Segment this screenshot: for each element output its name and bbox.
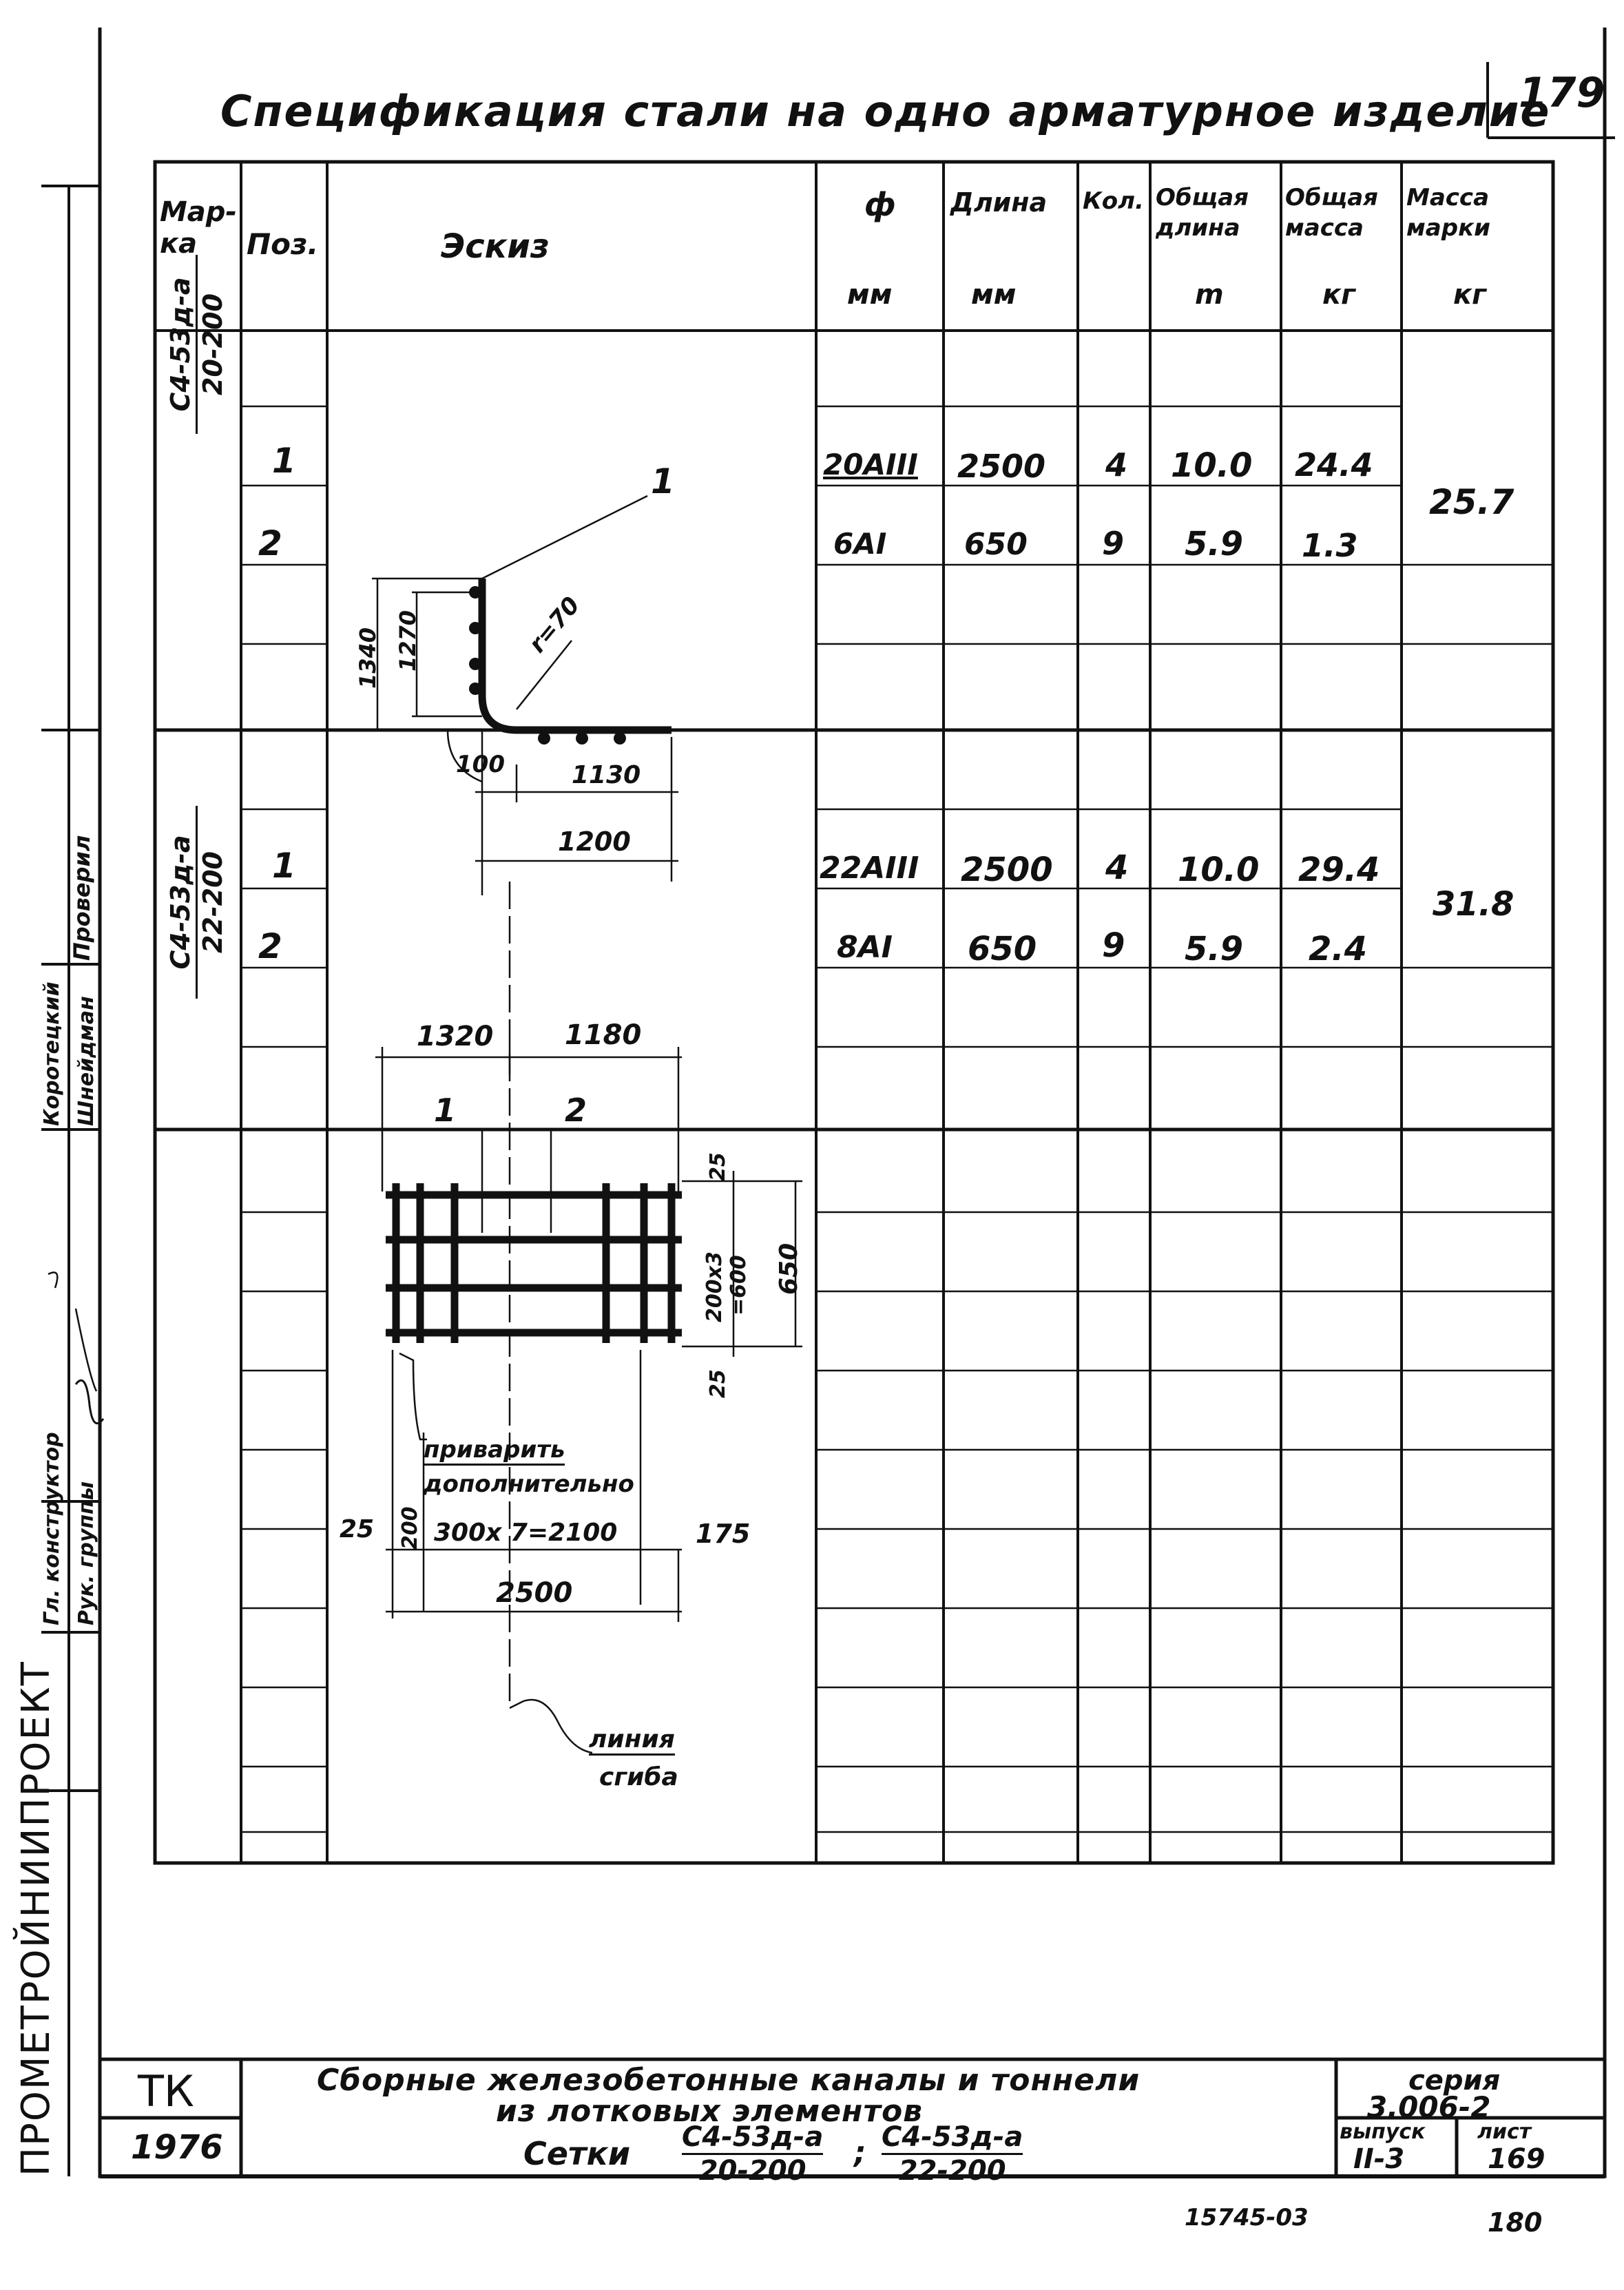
sketch-dim-1130: 1130 <box>572 761 641 789</box>
group1-row1-total-length: 10.0 <box>1171 446 1253 485</box>
group2-row1-length: 2500 <box>961 851 1053 889</box>
sketch-dim-1320: 1320 <box>417 1021 494 1052</box>
group1-row1-count: 4 <box>1105 446 1128 483</box>
header-length-unit: мм <box>971 279 1017 311</box>
stamp-year: 1976 <box>131 2128 223 2167</box>
sketch-dim-1180: 1180 <box>565 1019 642 1051</box>
group2-mark-mass: 31.8 <box>1433 885 1514 924</box>
side-role1: Гл. конструктор <box>40 1432 64 1625</box>
group2-row2-length: 650 <box>968 930 1037 968</box>
stamp-item-a <box>682 2121 823 2187</box>
stamp-title-line1: Сборные железобетонные каналы и тоннели <box>317 2063 1141 2098</box>
group2-row2-count: 9 <box>1102 926 1125 965</box>
side-org: ПРОМЕТРОЙНИИПРОЕКТ <box>14 1661 59 2176</box>
stamp-sheet-value: 169 <box>1488 2143 1545 2175</box>
sketch-bend-line-1: линия <box>589 1725 675 1756</box>
header-mark-mass-unit: кг <box>1453 279 1487 311</box>
side-role2: Рук. группы <box>74 1481 98 1625</box>
sketch-note-weld-2: дополнительно <box>424 1470 634 1498</box>
group2-row2-phi: 8АI <box>837 930 893 965</box>
bent-bar-sketch <box>372 496 678 895</box>
group2-row2-poz: 2 <box>258 926 282 966</box>
group1-row2-phi: 6АI <box>833 527 887 561</box>
header-count: Кол. <box>1083 187 1144 215</box>
stamp-item-b <box>882 2121 1023 2187</box>
sketch-dim-1340: 1340 <box>355 627 381 689</box>
group1-row2-count: 9 <box>1102 525 1125 562</box>
footer-code: 15745-03 <box>1185 2204 1309 2231</box>
group2-row2-total-mass: 2.4 <box>1309 930 1368 968</box>
group1-mark-top: С4-53д-а <box>165 255 198 434</box>
header-phi-unit: мм <box>847 279 893 311</box>
group2-mark-bottom: 22-200 <box>198 851 228 953</box>
header-total-mass-unit: кг <box>1322 279 1356 311</box>
stamp-series-value: 3.006-2 <box>1367 2090 1491 2124</box>
sketch-dim-100: 100 <box>456 751 505 778</box>
stamp-sheet-label: лист <box>1477 2120 1532 2144</box>
stamp-issue-label: выпуск <box>1340 2120 1426 2144</box>
sheet-number: 179 <box>1519 69 1605 117</box>
sketch-dim-2500: 2500 <box>496 1577 573 1609</box>
stamp-item-b-top: С4-53д-а <box>882 2121 1023 2155</box>
group2-row1-total-length: 10.0 <box>1178 851 1260 889</box>
side-name2: Шнейдман <box>74 996 98 1126</box>
header-phi: ф <box>864 186 896 223</box>
header-marka: Мар-ка <box>160 196 238 260</box>
sketch-dim-600: =600 <box>727 1255 751 1315</box>
group1-row1-phi: 20АIII <box>823 448 918 481</box>
sketch-leader-b: 2 <box>565 1092 587 1129</box>
sketch-dim-200x3: 200x3 <box>702 1251 727 1322</box>
group1-row2-total-mass: 1.3 <box>1302 527 1358 564</box>
stamp-item-b-bottom: 22-200 <box>898 2155 1006 2187</box>
sketch-bend-radius: r=70 <box>523 592 586 658</box>
side-name1: Коротецкий <box>40 981 64 1126</box>
header-length: Длина <box>950 187 1048 218</box>
group1-mark-mass: 25.7 <box>1429 482 1514 522</box>
page-title: Спецификация стали на одно арматурное изделие <box>220 86 1551 136</box>
sketch-dim-650: 650 <box>775 1242 803 1295</box>
group2-mark-top: С4-53д-а <box>165 806 198 999</box>
group1-row1-poz: 1 <box>272 441 296 481</box>
group1-row2-total-length: 5.9 <box>1185 525 1244 563</box>
group1-mark <box>165 255 228 434</box>
stamp-item-word: Сетки <box>523 2135 631 2172</box>
sketch-dim-25-bottom: 25 <box>706 1369 730 1398</box>
group1-row1-length: 2500 <box>957 448 1046 485</box>
header-total-length: Общая длина <box>1156 184 1249 242</box>
group2-mark <box>165 806 228 999</box>
sketch-dim-25-left: 25 <box>340 1515 375 1543</box>
group2-row1-poz: 1 <box>272 846 296 886</box>
header-eskiz: Эскиз <box>441 227 550 266</box>
stamp-item-a-top: С4-53д-а <box>682 2121 823 2155</box>
footer-page: 180 <box>1488 2207 1543 2238</box>
header-mark-mass: Масса марки <box>1406 184 1490 242</box>
sketch-dim-1270: 1270 <box>395 610 421 672</box>
side-checked: Проверил <box>69 835 95 961</box>
header-poz: Поз. <box>247 227 319 261</box>
group1-mark-bottom: 20-200 <box>198 293 228 395</box>
group2-row2-total-length: 5.9 <box>1185 930 1244 968</box>
header-total-length-unit: m <box>1195 279 1224 311</box>
stamp-item-sep: ; <box>854 2135 866 2170</box>
stamp-issue-value: II-3 <box>1353 2143 1405 2175</box>
sketch-bend-line-2: сгиба <box>599 1763 678 1791</box>
sketch-dim-200-small: 200 <box>398 1506 422 1550</box>
sketch-dim-1200: 1200 <box>558 826 631 857</box>
sketch-note-weld-1: приварить <box>424 1436 565 1466</box>
group2-row1-total-mass: 29.4 <box>1298 851 1380 889</box>
sketch-dim-25-top: 25 <box>706 1152 730 1181</box>
group2-row1-phi: 22АIII <box>820 851 919 886</box>
group2-row1-count: 4 <box>1105 849 1129 887</box>
sketch-dim-300x7: 300х 7=2100 <box>434 1519 618 1547</box>
stamp-item-a-bottom: 20-200 <box>698 2155 806 2187</box>
group1-row1-total-mass: 24.4 <box>1295 446 1373 483</box>
group1-row2-poz: 2 <box>258 523 282 563</box>
stamp-series-label: серия <box>1408 2065 1501 2096</box>
stamp-org-code: ТК <box>138 2066 194 2116</box>
sketch-leader-1: 1 <box>651 461 675 501</box>
header-total-mass: Общая масса <box>1285 184 1379 242</box>
stamp-title-line2: из лотковых элементов <box>496 2094 924 2129</box>
sketch-leader-a: 1 <box>434 1092 457 1129</box>
sketch-dim-175: 175 <box>696 1519 751 1549</box>
group1-row2-length: 650 <box>964 527 1028 562</box>
